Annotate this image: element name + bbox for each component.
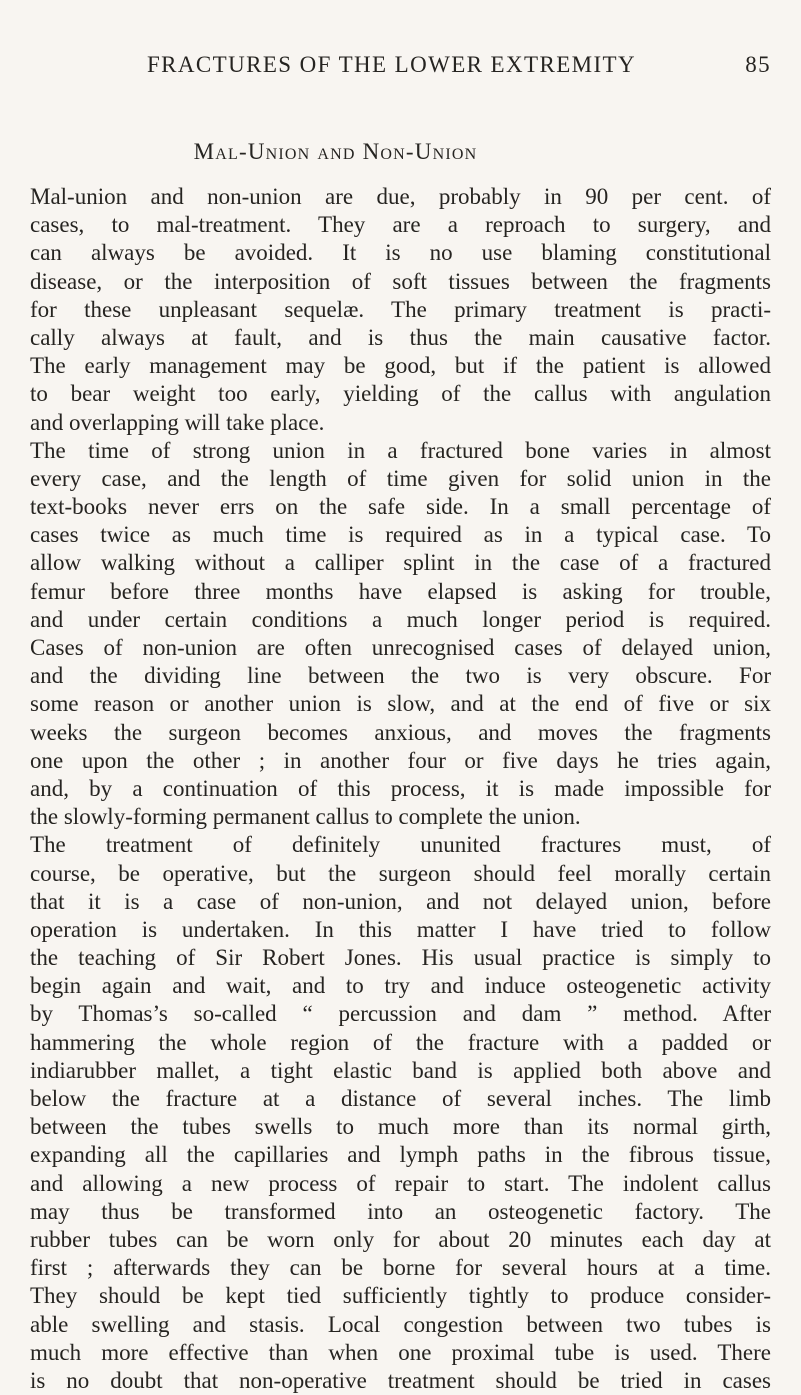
text-line: cally always at fault, and is thus the main causative factor.: [30, 324, 771, 350]
text-line: and allowing a new process of repair to start. The indolent callus: [30, 1170, 771, 1196]
text-line: begin again and wait, and to try and induce osteogenetic activity: [30, 973, 771, 999]
running-head-title: FRACTURES OF THE LOWER EXTREMITY: [146, 52, 637, 77]
text-line: hammering the whole region of the fracture with a padded or: [30, 1029, 771, 1055]
text-line: and, by a continuation of this process, it is made impossible for: [30, 775, 771, 801]
text-line: and under certain conditions a much longer period is required.: [30, 606, 771, 632]
text-line: course, be operative, but the surgeon should feel morally certain: [30, 860, 771, 886]
text-line: by Thomas’s so-called “ percussion and dam ” method. After: [30, 1001, 771, 1027]
text-line: allow walking without a calliper splint in the case of a fractured: [30, 550, 771, 576]
text-line: femur before three months have elapsed is asking for trouble,: [30, 578, 771, 604]
text-line: operation is undertaken. In this matter I have tried to follow: [30, 916, 771, 942]
text-line: weeks the surgeon becomes anxious, and moves the fragments: [30, 719, 771, 745]
text-line: cases twice as much time is required as in a typical case. To: [30, 522, 771, 548]
text-line: able swelling and stasis. Local congestion between two tubes is: [30, 1311, 771, 1337]
text-line: every case, and the length of time given for solid union in the: [30, 465, 771, 491]
text-line: that it is a case of non-union, and not delayed union, before: [30, 888, 771, 914]
text-line: some reason or another union is slow, and at the end of five or six: [30, 691, 771, 717]
text-line: indiarubber mallet, a tight elastic band is applied both above and: [30, 1057, 771, 1083]
text-line: The early management may be good, but if the patient is allowed: [30, 353, 771, 379]
section-heading: Mal-Union and Non-Union: [193, 139, 478, 164]
text-line: The time of strong union in a fractured bone varies in almost: [30, 437, 771, 463]
text-line: one upon the other ; in another four or five days he tries again,: [30, 747, 771, 773]
text-line: Cases of non-union are often unrecognised cases of delayed union,: [30, 635, 771, 660]
text-line: cases, to mal-treatment. They are a reproach to surgery, and: [30, 212, 771, 238]
text-line: between the tubes swells to much more than its normal girth,: [30, 1114, 771, 1140]
running-head: [30, 50, 771, 80]
text-line: expanding all the capillaries and lymph paths in the fibrous tissue,: [30, 1142, 771, 1168]
text-line: to bear weight too early, yielding of the callus with angulation: [30, 381, 771, 407]
text-line: below the fracture at a distance of several inches. The limb: [30, 1086, 771, 1111]
text-line: Mal-union and non-union are due, probably in 90 per cent. of: [30, 184, 771, 209]
text-line: and overlapping will take place.: [30, 409, 325, 435]
body-text: [30, 183, 771, 1395]
text-line: the slowly-forming permanent callus to complete the union.: [30, 804, 581, 830]
text-line: for these unpleasant sequelæ. The primary treatment is practi-: [30, 296, 771, 322]
text-line: and the dividing line between the two is very obscure. For: [30, 663, 771, 689]
text-line: The treatment of definitely ununited fractures must, of: [30, 832, 771, 858]
text-line: text-books never errs on the safe side. In a small percentage of: [30, 494, 771, 520]
book-page: [30, 50, 771, 1395]
text-line: is no doubt that non-operative treatment should be tried in cases: [30, 1367, 771, 1393]
page-number: 85: [745, 52, 771, 77]
text-line: can always be avoided. It is no use blaming constitutional: [30, 240, 771, 266]
text-line: the teaching of Sir Robert Jones. His usual practice is simply to: [30, 945, 771, 971]
text-line: rubber tubes can be worn only for about 20 minutes each day at: [30, 1226, 771, 1252]
text-line: They should be kept tied sufficiently tightly to produce consider-: [30, 1283, 771, 1309]
text-line: may thus be transformed into an osteogenetic factory. The: [30, 1198, 771, 1224]
text-line: first ; afterwards they can be borne for several hours at a time.: [30, 1255, 771, 1281]
text-line: much more effective than when one proximal tube is used. There: [30, 1339, 771, 1365]
text-line: disease, or the interposition of soft tissues between the fragments: [30, 268, 771, 294]
